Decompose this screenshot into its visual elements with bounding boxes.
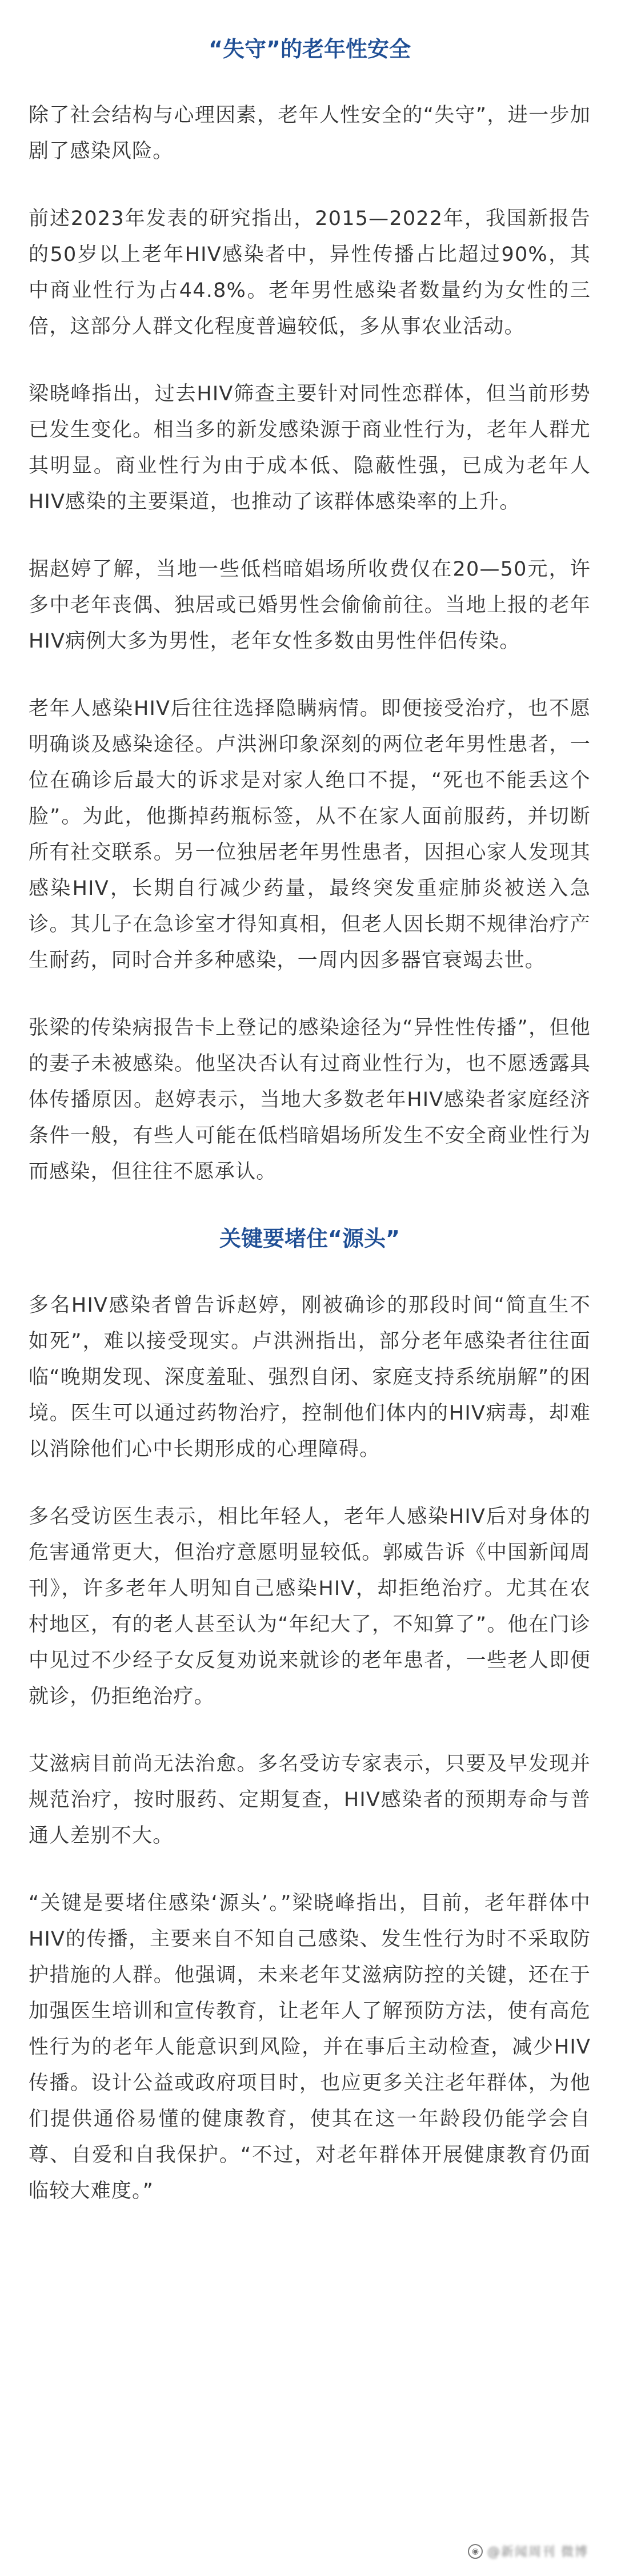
section-heading: “失守”的老年性安全	[209, 37, 411, 62]
paragraph: 张梁的传染病报告卡上登记的感染途径为“异性性传播”，但他的妻子未被感染。他坚决否认有过商业性行为，也不愿透露具体传播原因。赵婷表示，当地大多数老年HIV感染者家庭经济条件一般，有些人可能在低档暗娼场所发生不安全商业性行为而感染，但往往不愿承认。	[29, 1016, 591, 1183]
paragraph: 前述2023年发表的研究指出，2015—2022年，我国新报告的50岁以上老年HIV感染者中，异性传播占比超过90%，其中商业性行为占44.8%。老年男性感染者数量约为女性的三倍，这部分人群文化程度普遍较低，多从事农业活动。	[29, 207, 591, 338]
watermark	[468, 2542, 588, 2560]
paragraph: 多名HIV感染者曾告诉赵婷，刚被确诊的那段时间“简直生不如死”，难以接受现实。卢洪洲指出，部分老年感染者往往面临“晚期发现、深度羞耻、强烈自闭、家庭支持系统崩解”的困境。医生可以通过药物治疗，控制他们体内的HIV病毒，却难以消除他们心中长期形成的心理障碍。	[29, 1294, 591, 1461]
paragraph: 艾滋病目前尚无法治愈。多名受访专家表示，只要及早发现并规范治疗，按时服药、定期复查，HIV感染者的预期寿命与普通人差别不大。	[29, 1753, 591, 1847]
watermark-text: @新闻周刊 微博	[487, 2545, 588, 2559]
paragraph: “关键是要堵住感染‘源头’。”梁晓峰指出，目前，老年群体中HIV的传播，主要来自不知自己感染、发生性行为时不采取防护措施的人群。他强调，未来老年艾滋病防控的关键，还在于加强医生培训和宣传教育，让老年人了解预防方法，使有高危性行为的老年人能意识到风险，并在事后主动检查，减少HIV传播。设计公益或政府项目时，也应更多关注老年群体，为他们提供通俗易懂的健康教育，使其在这一年龄段仍能学会自尊、自爱和自我保护。“不过，对老年群体开展健康教育仍面临较大难度。”	[29, 1892, 591, 2203]
section-heading: 关键要堵住“源头”	[219, 1226, 400, 1251]
paragraph: 老年人感染HIV后往往选择隐瞒病情。即便接受治疗，也不愿明确谈及感染途径。卢洪洲印象深刻的两位老年男性患者，一位在确诊后最大的诉求是对家人绝口不提，“死也不能丢这个脸”。为此，他撕掉药瓶标签，从不在家人面前服药，并切断所有社交联系。另一位独居老年男性患者，因担心家人发现其感染HIV，长期自行减少药量，最终突发重症肺炎被送入急诊。其儿子在急诊室才得知真相，但老人因长期不规律治疗产生耐药，同时合并多种感染，一周内因多器官衰竭去世。	[29, 697, 591, 972]
paragraph: 多名受访医生表示，相比年轻人，老年人感染HIV后对身体的危害通常更大，但治疗意愿明显较低。郭威告诉《中国新闻周刊》，许多老年人明知自己感染HIV，却拒绝治疗。尤其在农村地区，有的老人甚至认为“年纪大了，不知算了”。他在门诊中见过不少经子女反复劝说来就诊的老年患者，一些老人即便就诊，仍拒绝治疗。	[29, 1505, 591, 1708]
paragraph: 梁晓峰指出，过去HIV筛查主要针对同性恋群体，但当前形势已发生变化。相当多的新发感染源于商业性行为，老年人群尤其明显。商业性行为由于成本低、隐蔽性强，已成为老年人HIV感染的主要渠道，也推动了该群体感染率的上升。	[29, 383, 591, 513]
paragraph: 除了社会结构与心理因素，老年人性安全的“失守”，进一步加剧了感染风险。	[29, 104, 591, 163]
paragraph: 据赵婷了解，当地一些低档暗娼场所收费仅在20—50元，许多中老年丧偶、独居或已婚男性会偷偷前往。当地上报的老年HIV病例大多为男性，老年女性多数由男性伴侣传染。	[29, 558, 591, 653]
weibo-icon: ◉	[468, 2544, 483, 2559]
